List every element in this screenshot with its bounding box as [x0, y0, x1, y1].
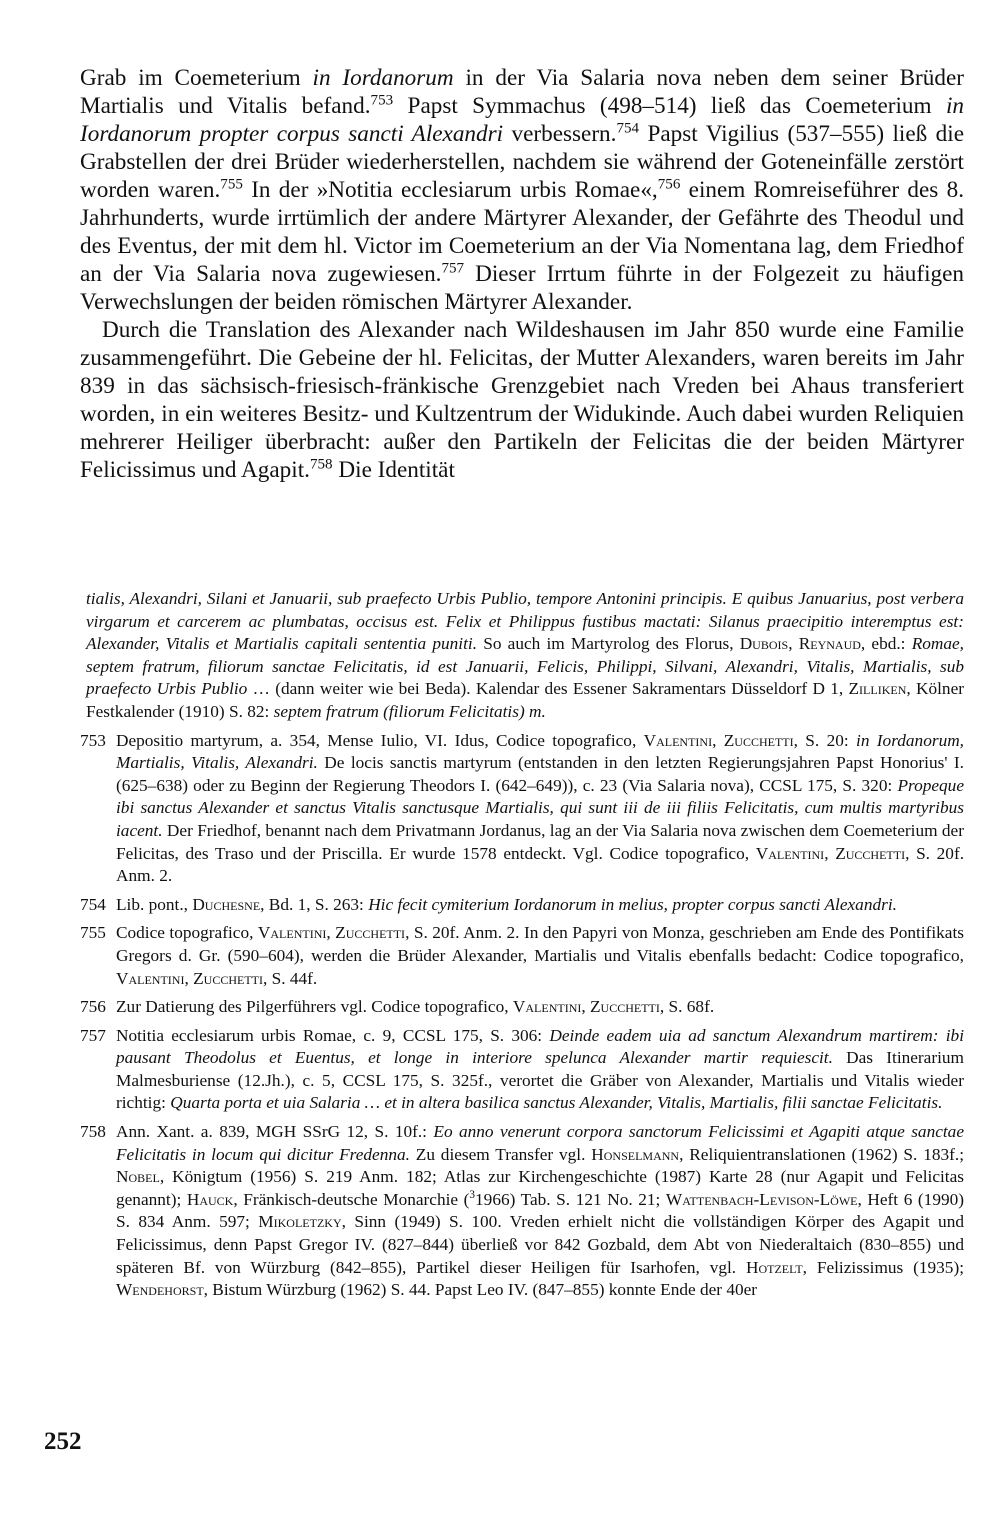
text-run: Zu diesem Transfer vgl. [409, 1144, 592, 1164]
author-name: Honselmann [591, 1144, 680, 1164]
italic-text: in Iordanorum propter corpus sancti Alexandri [80, 93, 964, 147]
author-name: Hauck [186, 1189, 234, 1209]
italic-text: Propeque ibi sanctus Alexander et sanctus Vitalis sanctusque Martialis, qui sunt iii de iii filiis Felicitatis, cum multis martyribus iacent. [116, 775, 964, 840]
text-run: , Königtum (1956) S. 219 Anm. 182; Atlas zur Kirchengeschichte (1987) Karte 28 (nur Agapit und Felicitas genannt); [116, 1167, 964, 1209]
footnote-text [116, 922, 964, 990]
text-run: verbessern. [503, 121, 617, 147]
text-run: , ebd.: [860, 634, 912, 654]
text-run: Grab im Coemeterium [80, 65, 313, 91]
text-run: , [824, 843, 836, 863]
text-run: … (dann weiter wie bei Beda). Kalendar des Essener Sakramentars Düsseldorf D 1, [247, 679, 849, 699]
footnote-text [116, 996, 964, 1019]
text-run: , [581, 997, 590, 1017]
author-name: Duchesne [192, 894, 261, 914]
main-text [80, 64, 964, 484]
text-run: , S. 44f. [263, 968, 318, 988]
italic-text: Hic fecit cymiterium Iordanorum in melius, propter corpus sancti Alexandri. [368, 894, 897, 914]
author-name: Wendehorst [116, 1280, 204, 1300]
author-name: Hotzelt [745, 1257, 803, 1277]
footnote [80, 1121, 964, 1302]
text-run: Ann. Xant. a. 839, MGH SSrG 12, S. 10f.: [116, 1122, 434, 1142]
text-run: , Sinn (1949) S. 100. Vreden erhielt nicht die vollständigen Körper des Agapit und Felicissimus, denn Papst Gregor IV. (827–844) überließ vor 842 Gozbald, dem Abt von Niederaltaich (830–855) und späteren Bf. von Würzburg (842–855), Partikel dieser Heiligen für Isarhofen, vgl. [116, 1212, 964, 1277]
footnote [80, 894, 964, 917]
text-run: , Heft 6 (1990) S. 834 Anm. 597; [116, 1189, 964, 1232]
text-run: Die Identität [332, 457, 455, 483]
footnote-number: 755 [80, 923, 106, 943]
italic-text: in Iordanorum, Martialis, Vitalis, Alexandri. [116, 730, 965, 773]
text-run: Lib. pont., [116, 894, 193, 914]
author-name: Zucchetti [590, 997, 660, 1017]
text-run: 1966) Tab. S. 121 No. 21; [475, 1189, 666, 1209]
author-name: Reynaud [798, 634, 861, 654]
italic-text: Romae, septem fratrum, filiorum sanctae Felicitatis, id est Januarii, Felicis, Philippi, Silvani, Alexandri, Vitalis, Martialis, sub praefecto Urbis Publio [86, 634, 964, 699]
footnote [80, 730, 964, 888]
text-run: Zur Datierung des Pilgerführers vgl. Codice topografico, [116, 997, 513, 1017]
author-name: Valentini [755, 843, 825, 863]
text-run: De locis sanctis martyrum (entstanden in den letzten Regierungsjahren Papst Honorius' I. (625–638) oder zu Beginn der Regierung Theodors I. (642–649)), c. 23 (Via Salaria nova), CCSL 175, S. 320: [116, 753, 964, 795]
text-run: , S. 68f. [659, 997, 715, 1017]
footnote-text [86, 588, 964, 724]
footnote-ref: 753 [370, 92, 394, 109]
author-name: Zilliken [848, 679, 907, 699]
page-number: 252 [44, 1428, 82, 1455]
author-name: Wattenbach-Levison-Löwe [665, 1189, 858, 1209]
footnote-number: 753 [80, 730, 106, 750]
text-run: Das Itinerarium Malmesburiense (12.Jh.), c. 5, CCSL 175, S. 325f., verortet die Gräber von Alexander, Martialis und Vitalis wieder richtig: [116, 1048, 964, 1113]
text-run: , [712, 730, 724, 750]
text-run: Dieser Irrtum führte in der Folgezeit zu häufigen Verwechslungen der beiden römischen Märtyrer Alexander. [80, 261, 964, 315]
text-run: Papst Symmachus (498–514) ließ das Coemeterium [393, 93, 946, 119]
author-name: Zucchetti [193, 968, 263, 988]
footnotes [80, 588, 964, 1308]
text-run: Papst Vigilius (537–555) ließ die Grabstellen der drei Brüder wiederherstellen, nachdem sie während der Goteneinfälle zerstört worden waren. [80, 121, 964, 203]
italic-text: in Iordanorum [312, 65, 454, 91]
footnote-ref: 3 [469, 1189, 476, 1202]
text-run: , Kölner Festkalender (1910) S. 82: [86, 679, 964, 721]
footnote-number: 754 [80, 894, 106, 914]
footnote-number: 757 [80, 1025, 106, 1045]
footnote [80, 1025, 964, 1115]
footnote [80, 996, 964, 1019]
italic-text: Deinde eadem uia ad sanctum Alexandrum martirem: ibi pausant Theodolus et Euentus, et longe in interiore spelunca Alexander martir requiescit. [116, 1025, 964, 1068]
author-name: Valentini [512, 997, 582, 1017]
footnote-ref: 756 [657, 176, 681, 193]
author-name: Zucchetti [835, 843, 906, 863]
italic-text: Quarta porta et uia Salaria … et in altera basilica sanctus Alexander, Vitalis, Martialis, filii sanctae Felicitatis. [170, 1093, 943, 1113]
footnote-text [116, 894, 964, 917]
author-name: Nobel [116, 1167, 160, 1187]
text-run: Notitia ecclesiarum urbis Romae, c. 9, CCSL 175, S. 306: [116, 1025, 550, 1045]
italic-text: tialis, Alexandri, Silani et Januarii, sub praefecto Urbis Publio, tempore Antonini principis. E quibus Januarius, post verbera virgarum et carcerem ac plumbatas, occisus est. Felix et Philippus fustibus mactati: Silanus praecipitio interemptus est: Alexander, Vitalis et Martialis capitali sententia puniti. [86, 589, 964, 654]
text-run: , Bd. 1, S. 263: [260, 894, 369, 914]
text-run: Depositio martyrum, a. 354, Mense Iulio, VI. Idus, Codice topografico, [116, 730, 644, 750]
author-name: Zucchetti [335, 923, 406, 943]
text-run: Codice topografico, [116, 923, 258, 943]
paragraph [80, 64, 964, 316]
footnote-text [116, 730, 964, 888]
text-run: , S. 20f. Anm. 2. In den Papyri von Monza, geschrieben am Ende des Pontifikats Gregors d. Gr. (590–604), werden die Brüder Alexander, Martialis und Vitalis ebenfalls bedacht: Codice topografico, [116, 923, 965, 965]
footnote-ref: 758 [309, 456, 333, 473]
text-run: , Bistum Würzburg (1962) S. 44. Papst Leo IV. (847–855) konnte Ende der 40er [203, 1280, 758, 1300]
author-name: Valentini [643, 730, 713, 750]
footnote-ref: 755 [220, 176, 243, 193]
text-run: In der »Notitia ecclesiarum urbis Romae«, [242, 177, 658, 203]
footnote [80, 922, 964, 990]
footnote-text [116, 1025, 964, 1115]
text-run: , Felizissimus (1935); [802, 1257, 965, 1277]
footnote [86, 588, 964, 724]
footnote-number: 756 [80, 997, 106, 1017]
text-run: einem Romreiseführer des 8. Jahrhunderts, wurde irrtümlich der andere Märtyrer Alexander, der Gefährte des Theodul und des Eventus, der mit dem hl. Victor im Coemeterium an der Via Nomentana lag, dem Friedhof an der Via Salaria nova zugewiesen. [80, 177, 964, 287]
footnote-ref: 757 [441, 260, 465, 277]
paragraph [80, 316, 964, 484]
author-name: Dubois [739, 634, 789, 654]
author-name: Mikoletzky [258, 1212, 342, 1232]
author-name: Zucchetti [723, 730, 794, 750]
text-run: Durch die Translation des Alexander nach Wildeshausen im Jahr 850 wurde eine Familie zusammengeführt. Die Gebeine der hl. Felicitas, der Mutter Alexanders, waren bereits im Jahr 839 in das sächsisch-friesisch-fränkische Grenzgebiet nach Vreden bei Ahaus transferiert worden, in ein weiteres Besitz- und Kultzentrum der Widukinde. Auch dabei wurden Reliquien mehrerer Heiliger überbracht: außer den Partikeln der Felicitas die der beiden Märtyrer Felicissimus und Agapit. [80, 317, 964, 483]
text-run: , S. 20f. Anm. 2. [116, 843, 965, 886]
text-run: , [184, 968, 194, 988]
footnote-number: 758 [80, 1122, 106, 1142]
text-run: So auch im Martyrolog des Florus, [477, 634, 740, 654]
footnote-text [116, 1121, 964, 1302]
text-run: , Fränkisch-deutsche Monarchie ( [233, 1189, 470, 1209]
italic-text: Eo anno venerunt corpora sanctorum Felicissimi et Agapiti atque sanctae Felicitatis in locum qui dicitur Fredenna. [116, 1122, 964, 1164]
author-name: Valentini [116, 968, 185, 988]
text-run: Der Friedhof, benannt nach dem Privatmann Jordanus, lag an der Via Salaria nova zwischen dem Coemeterium der Felicitas, des Traso und der Priscilla. Er wurde 1578 entdeckt. Vgl. Codice topografico, [116, 820, 964, 863]
text-run: in der Via Salaria nova neben dem seiner Brüder Martialis und Vitalis befand. [80, 65, 964, 119]
author-name: Valentini [257, 923, 327, 943]
text-run: , Reliquientranslationen (1962) S. 183f.; [679, 1144, 964, 1164]
text-run: , [788, 634, 799, 654]
text-run: , [326, 923, 336, 943]
italic-text: septem fratrum (filiorum Felicitatis) m. [273, 701, 546, 721]
text-run: , S. 20: [793, 730, 857, 750]
footnote-ref: 754 [616, 120, 640, 137]
